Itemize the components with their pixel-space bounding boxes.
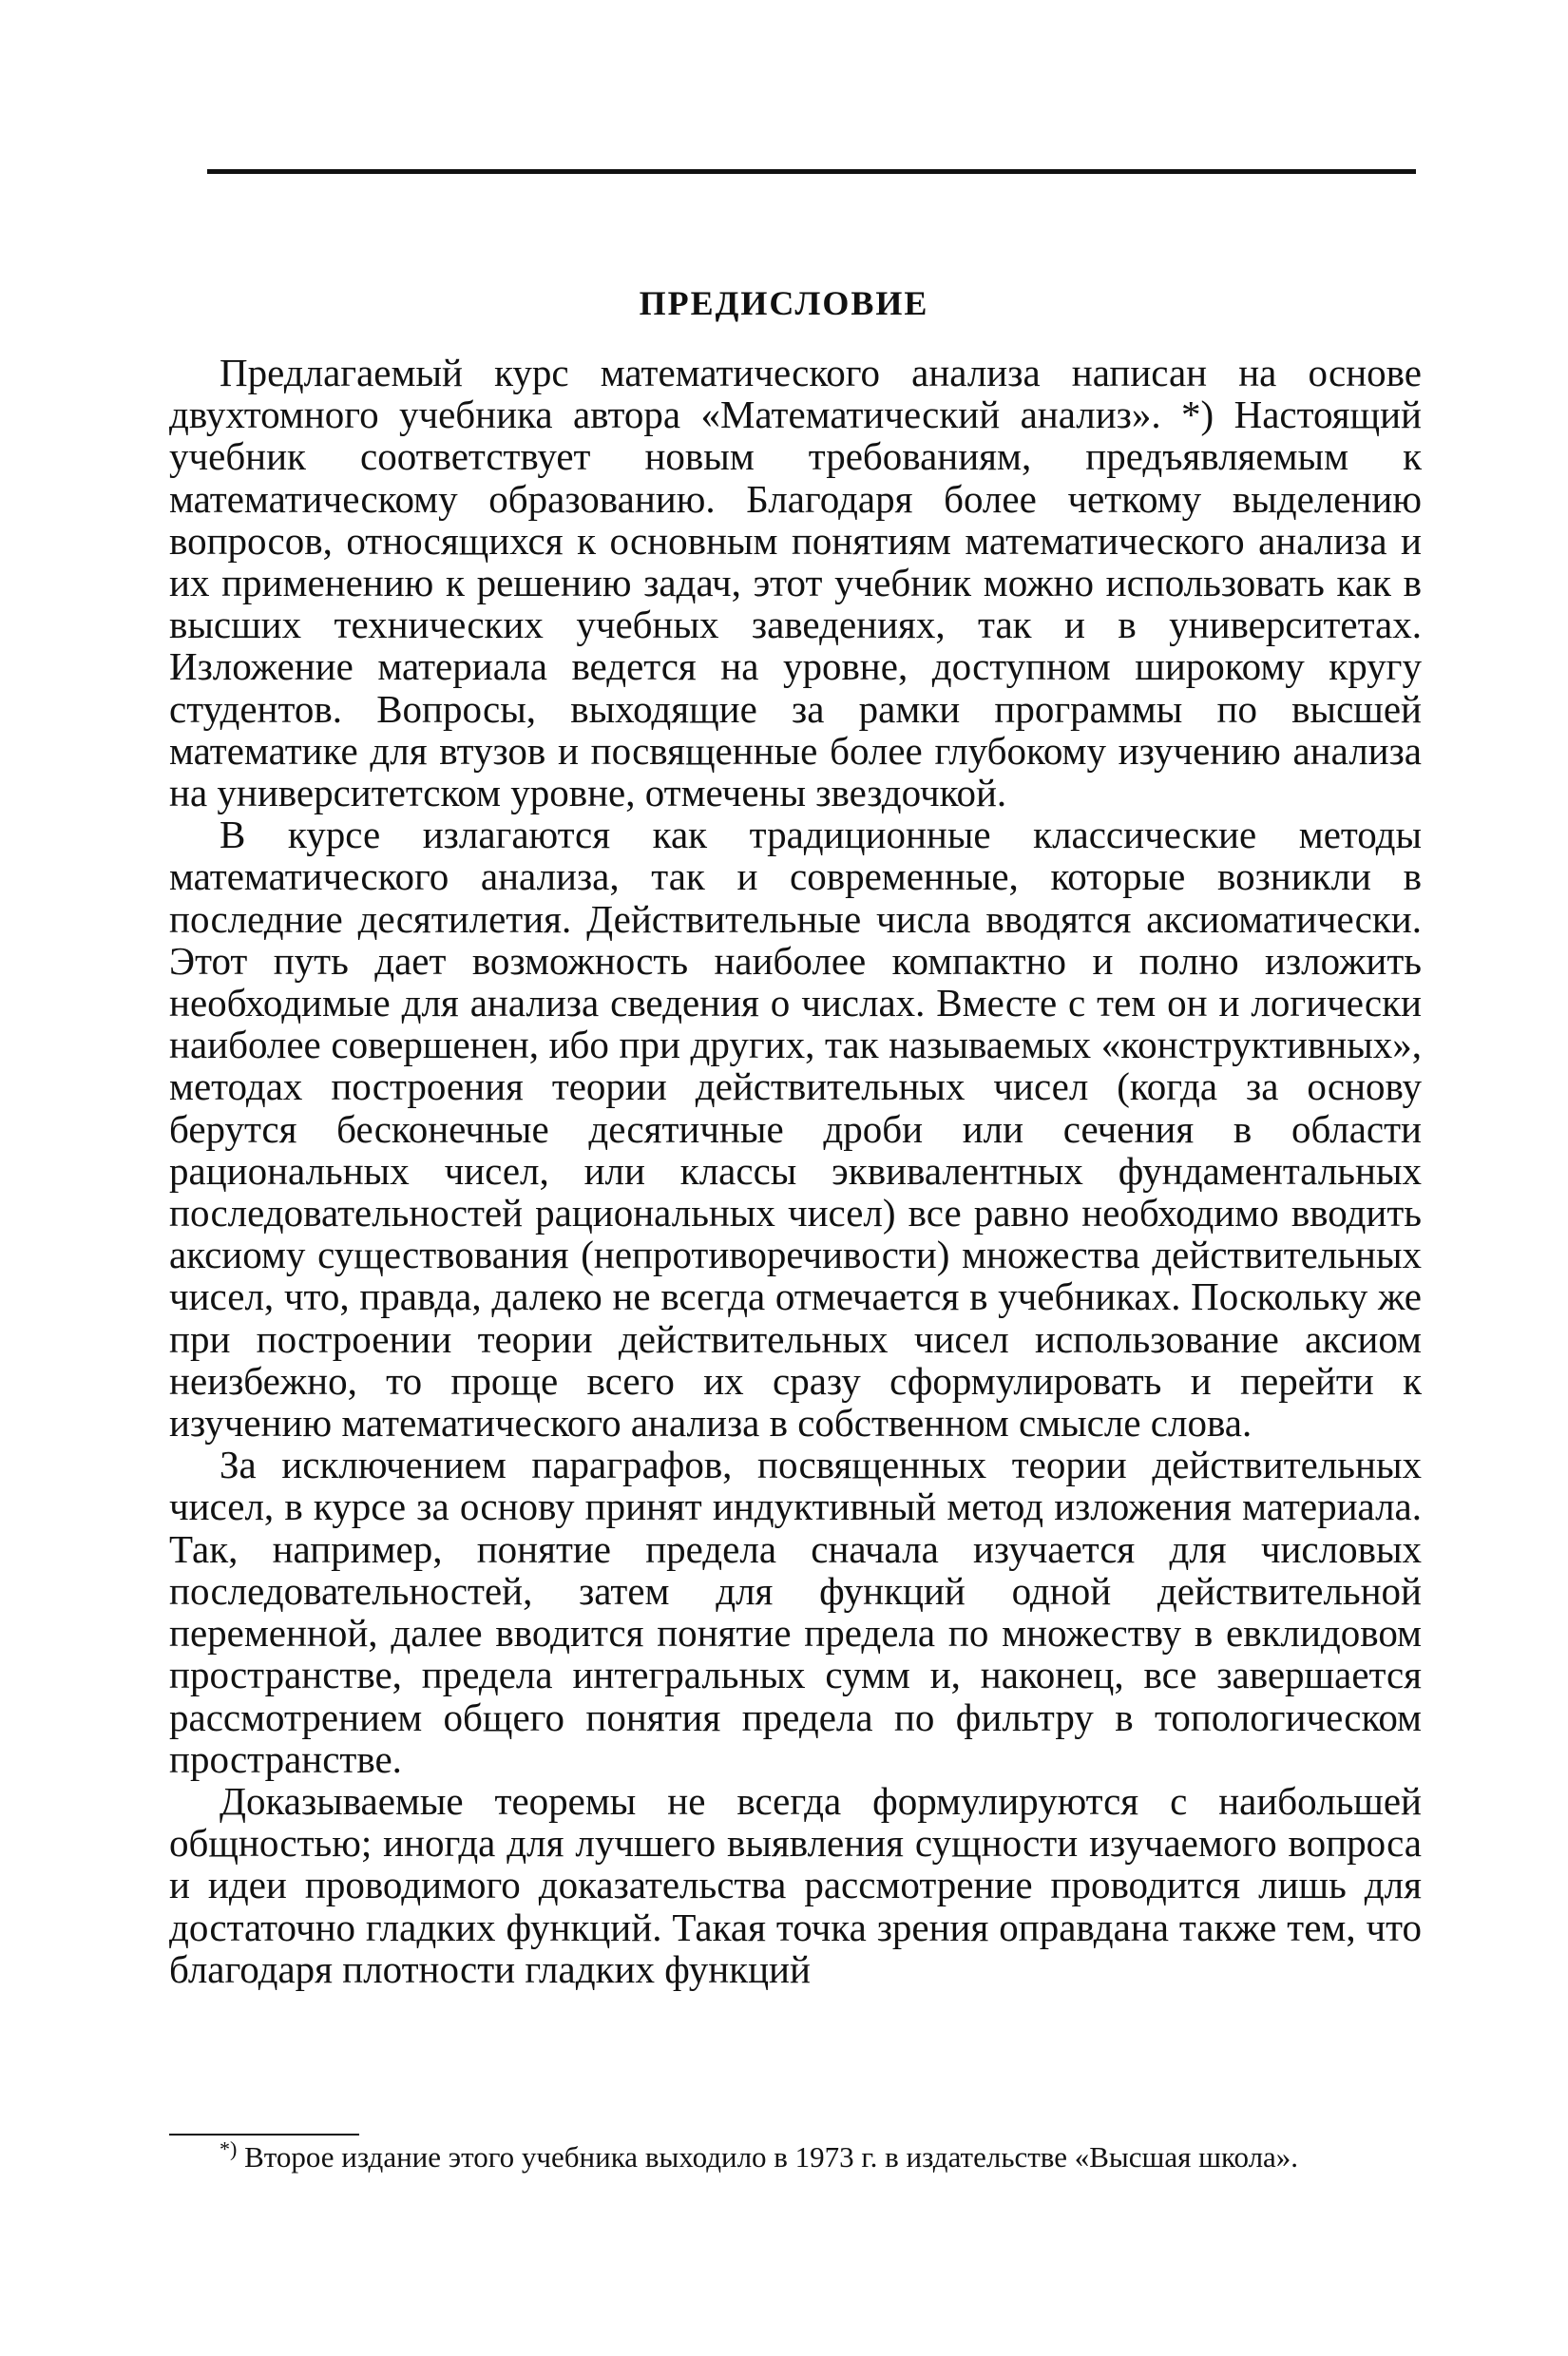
paragraph-2: В курсе излагаются как традиционные классические методы математического анализа, так и современные, которые возникли в последние десятилетия. Действительные числа вводятся аксиоматически. Этот путь дает возможность наиболее компактно и полно изложить необходимые для анализа сведения о числах. Вместе с тем он и логически наиболее совершенен, ибо при других, так называемых «конструктивных», методах построения теории действительных чисел (когда за основу берутся бесконечные десятичные дроби или сечения в области рациональных чисел, или классы эквивалентных фундаментальных последовательностей рациональных чисел) все равно необходимо вводить аксиому существования (непротиворечивости) множества действительных чисел, что, правда, далеко не всегда отмечается в учебниках. Поскольку же при построении теории действительных чисел использование аксиом неизбежно, то проще всего их сразу сформулировать и перейти к изучению математического анализа в собственном смысле слова. <box>169 813 1422 1446</box>
header-rule <box>207 169 1416 174</box>
preface-body <box>169 352 1422 1990</box>
paragraph-3: За исключением параграфов, посвященных теории действительных чисел, в курсе за основу принят индуктивный метод изложения материала. Так, например, понятие предела сначала изучается для числовых последовательностей, затем для функций одной действительной переменной, далее вводится понятие предела по множеству в евклидовом пространстве, предела интегральных сумм и, наконец, все завершается рассмотрением общего понятия предела по фильтру в топологическом пространстве. <box>169 1443 1422 1781</box>
page-title: ПРЕДИСЛОВИЕ <box>639 284 929 322</box>
footnote-rule <box>169 2134 359 2136</box>
paragraph-4: Доказываемые теоремы не всегда формулируются с наибольшей общностью; иногда для лучшего выявления сущности изучаемого вопроса и идеи проводимого доказательства рассмотрение проводится лишь для достаточно гладких функций. Такая точка зрения оправдана также тем, что благодаря плотности гладких функций <box>169 1778 1422 1991</box>
footnote <box>169 2136 1422 2174</box>
footnote-mark: *) <box>220 2136 238 2161</box>
paragraph-1: Предлагаемый курс математического анализа написан на основе двухтомного учебника автора «Математический анализ». *) Настоящий учебник соответствует новым требованиям, предъявляемым к математическому образованию. Благодаря более четкому выделению вопросов, относящихся к основным понятиям математического анализа и их применению к решению задач, этот учебник можно использовать как в высших технических учебных заведениях, так и в университетах. Изложение материала ведется на уровне, доступном широкому кругу студентов. Вопросы, выходящие за рамки программы по высшей математике для втузов и посвященные более глубокому изучению анализа на университетском уровне, отмечены звездочкой. <box>169 351 1422 815</box>
footnote-text: Второе издание этого учебника выходило в 1973 г. в издательстве «Высшая школа». <box>244 2140 1299 2174</box>
